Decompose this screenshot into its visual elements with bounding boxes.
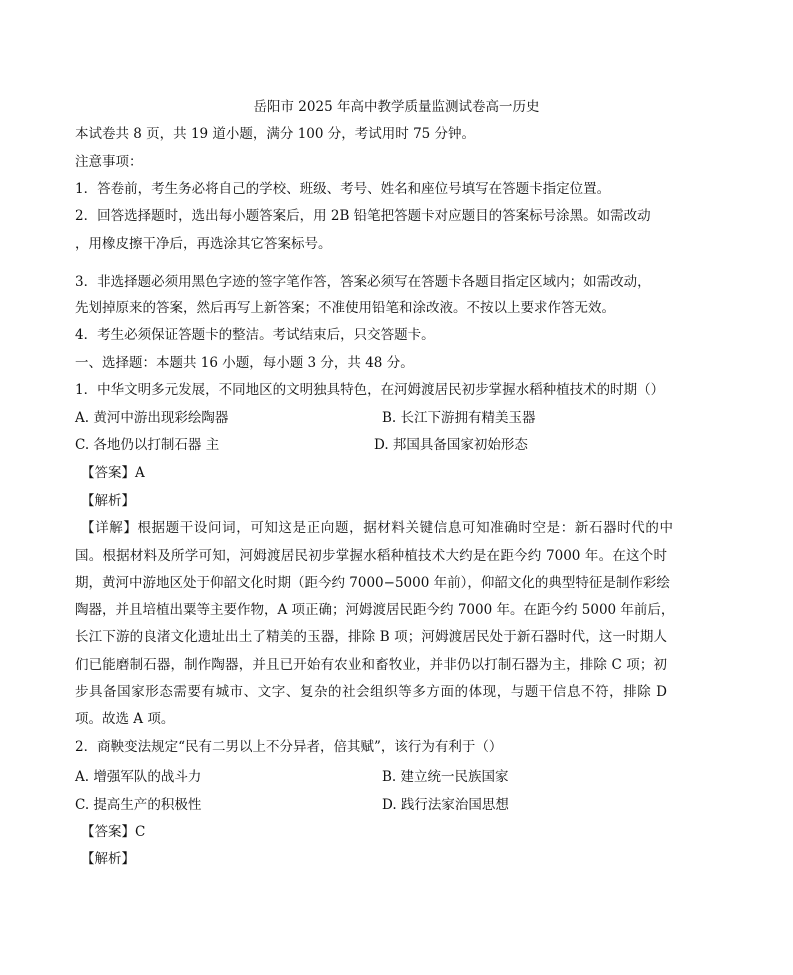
notice-heading: 注意事项： (75, 154, 143, 170)
question-1-detail-line: 【详解】根据题干设问词，可知这是正向题，据材料关键信息可知准确时空是：新石器时代的中 (81, 520, 673, 536)
question-1-option-a: A. 黄河中游出现彩绘陶器 (75, 410, 229, 426)
question-1-detail-line: 们已能磨制石器，制作陶器，并且已开始有农业和畜牧业，并非仍以打制石器为主，排除 C 项；初 (75, 657, 667, 673)
question-1-detail-line: 期，黄河中游地区处于仰韶文化时期（距今约 7000−5000 年前），仰韶文化的典型特征是制作彩绘 (75, 575, 670, 591)
notice-item: 3．非选择题必须用黑色字迹的签字笔作答，答案必须写在答题卡各题目指定区域内；如需改动， (75, 274, 651, 290)
question-1-option-d: D. 邦国具备国家初始形态 (374, 437, 528, 453)
question-2-option-b: B. 建立统一民族国家 (382, 769, 509, 785)
question-1-stem: 1．中华文明多元发展，不同地区的文明独具特色，在河姆渡居民初步掌握水稻种植技术的时期（） (75, 382, 665, 398)
question-2-option-c: C. 提高生产的积极性 (75, 797, 202, 813)
question-1-detail-line: 国。根据材料及所学可知，河姆渡居民初步掌握水稻种植技术大约是在距今约 7000 年。在这个时 (75, 548, 667, 564)
question-1-detail-line: 步具备国家形态需要有城市、文字、复杂的社会组织等多方面的体现，与题干信息不符，排除 D (75, 684, 667, 700)
question-2-stem: 2．商鞅变法规定“民有二男以上不分异者，倍其赋”，该行为有利于（） (75, 739, 503, 755)
notice-item: 1．答卷前，考生务必将自己的学校、班级、考号、姓名和座位号填写在答题卡指定位置。 (75, 181, 611, 197)
notice-item: 2．回答选择题时，选出每小题答案后，用 2B 铅笔把答题卡对应题目的答案标号涂黑。如需改动 (75, 208, 651, 224)
notice-item: ，用橡皮擦干净后，再选涂其它答案标号。 (75, 236, 332, 252)
question-2-option-d: D. 践行法家治国思想 (382, 797, 509, 813)
section-heading: 一、选择题：本题共 16 小题，每小题 3 分，共 48 分。 (75, 355, 414, 371)
question-1-detail-line: 项。故选 A 项。 (75, 711, 175, 727)
question-1-analysis-label: 【解析】 (81, 493, 135, 509)
question-2-analysis-label: 【解析】 (81, 851, 135, 867)
question-2-option-a: A. 增强军队的战斗力 (75, 769, 202, 785)
question-1-detail-line: 长江下游的良渚文化遗址出土了精美的玉器，排除 B 项；河姆渡居民处于新石器时代，这一时期人 (75, 629, 667, 645)
notice-item: 4．考生必须保证答题卡的整洁。考试结束后，只交答题卡。 (75, 327, 435, 343)
question-1-detail-line: 陶器，并且培植出粟等主要作物，A 项正确；河姆渡居民距今约 7000 年。在距今约 5000 年前后， (75, 602, 675, 618)
page-title: 岳阳市 2025 年高中教学质量监测试卷高一历史 (253, 99, 540, 115)
question-1-option-b: B. 长江下游拥有精美玉器 (382, 410, 536, 426)
question-1-answer: 【答案】A (81, 465, 145, 481)
exam-intro: 本试卷共 8 页，共 19 道小题，满分 100 分，考试用时 75 分钟。 (75, 126, 476, 142)
question-2-answer: 【答案】C (81, 824, 146, 840)
question-1-option-c: C. 各地仍以打制石器 主 (75, 437, 220, 453)
notice-item: 先划掉原来的答案，然后再写上新答案；不准使用铅笔和涂改液。不按以上要求作答无效。 (75, 300, 615, 316)
